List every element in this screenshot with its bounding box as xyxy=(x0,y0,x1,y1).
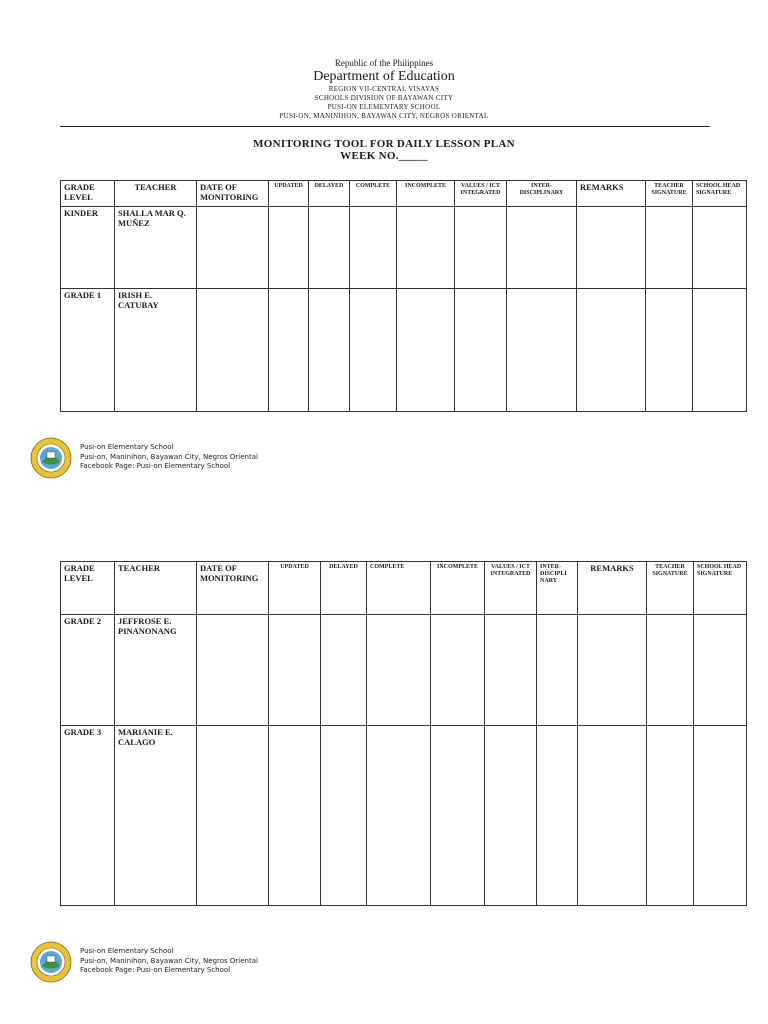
footer-school: Pusi-on Elementary School xyxy=(80,947,174,955)
footer-facebook: Facebook Page: Pusi-on Elementary School xyxy=(80,966,231,974)
header-cell: COMPLETE xyxy=(350,181,397,207)
remarks-cell[interactable] xyxy=(578,615,647,726)
header-cell: DATE OF MONITORING xyxy=(197,562,269,615)
school-seal-icon xyxy=(30,941,72,983)
updated-cell[interactable] xyxy=(269,615,321,726)
header-cell: DELAYED xyxy=(321,562,367,615)
address-line: PUSI-ON, MANINIHON, BAYAWAN CITY, NEGROS ORIENTAL xyxy=(279,112,489,120)
interdisciplinary-cell[interactable] xyxy=(507,207,577,289)
header-cell: VALUES / ICT INTEGRATED xyxy=(455,181,507,207)
incomplete-cell[interactable] xyxy=(397,207,455,289)
complete-cell[interactable] xyxy=(350,207,397,289)
table-row xyxy=(61,726,747,906)
remarks-cell[interactable] xyxy=(577,289,646,412)
incomplete-cell[interactable] xyxy=(397,289,455,412)
complete-cell[interactable] xyxy=(367,615,431,726)
week-line: WEEK NO._____ xyxy=(340,150,428,162)
teacher-cell: SHALLA MAR Q. MUÑEZ xyxy=(115,207,197,289)
date-cell[interactable] xyxy=(197,726,269,906)
header-cell: TEACHER SIGNATURE xyxy=(646,181,693,207)
values-cell[interactable] xyxy=(485,726,537,906)
updated-cell[interactable] xyxy=(269,726,321,906)
teacher-signature-cell[interactable] xyxy=(646,289,693,412)
date-cell[interactable] xyxy=(197,289,269,412)
header-cell: INTER-DISCIPLI NARY xyxy=(537,562,578,615)
incomplete-cell[interactable] xyxy=(431,615,485,726)
school-line: PUSI-ON ELEMENTARY SCHOOL xyxy=(327,103,441,111)
teacher-cell: MARIANIE E. CALAGO xyxy=(115,726,197,906)
header-cell: INCOMPLETE xyxy=(431,562,485,615)
footer-address: Pusi-on, Maninihon, Bayawan City, Negros Oriental xyxy=(80,956,258,965)
division-line: SCHOOLS DIVISION OF BAYAWAN CITY xyxy=(314,94,454,102)
remarks-cell[interactable] xyxy=(577,207,646,289)
table-row xyxy=(61,615,747,726)
header-cell: SCHOOL HEAD SIGNATURE xyxy=(693,181,747,207)
date-cell[interactable] xyxy=(197,207,269,289)
footer-2 xyxy=(30,941,390,985)
grade-cell: GRADE 3 xyxy=(61,726,115,906)
header-cell: INTER-DISCIPLINARY xyxy=(507,181,577,207)
table-header-row xyxy=(61,181,747,207)
teacher-cell: IRISH E. CATUBAY xyxy=(115,289,197,412)
grade-cell: GRADE 2 xyxy=(61,615,115,726)
table-row xyxy=(61,207,747,289)
grade-cell: KINDER xyxy=(61,207,115,289)
footer-school: Pusi-on Elementary School xyxy=(80,443,174,451)
complete-cell[interactable] xyxy=(350,289,397,412)
updated-cell[interactable] xyxy=(269,207,309,289)
delayed-cell[interactable] xyxy=(309,289,350,412)
header-divider xyxy=(60,126,710,127)
header-cell: SCHOOL HEAD SIGNATURE xyxy=(694,562,747,615)
footer-text xyxy=(80,947,258,976)
delayed-cell[interactable] xyxy=(309,207,350,289)
delayed-cell[interactable] xyxy=(321,615,367,726)
header-cell: DELAYED xyxy=(309,181,350,207)
teacher-signature-cell[interactable] xyxy=(647,726,694,906)
date-cell[interactable] xyxy=(197,615,269,726)
values-cell[interactable] xyxy=(455,289,507,412)
header-cell: REMARKS xyxy=(578,562,647,615)
letterhead xyxy=(0,58,768,121)
footer-facebook: Facebook Page: Pusi-on Elementary School xyxy=(80,462,231,470)
head-signature-cell[interactable] xyxy=(693,207,747,289)
seal-book xyxy=(47,956,55,962)
interdisciplinary-cell[interactable] xyxy=(507,289,577,412)
region-line: REGION VII-CENTRAL VISAYAS xyxy=(328,85,440,93)
complete-cell[interactable] xyxy=(367,726,431,906)
values-cell[interactable] xyxy=(485,615,537,726)
head-signature-cell[interactable] xyxy=(694,615,747,726)
incomplete-cell[interactable] xyxy=(431,726,485,906)
remarks-cell[interactable] xyxy=(578,726,647,906)
header-cell: UPDATED xyxy=(269,181,309,207)
header-cell: DATE OF MONITORING xyxy=(197,181,269,207)
monitoring-table-2 xyxy=(60,561,747,906)
teacher-signature-cell[interactable] xyxy=(646,207,693,289)
header-cell: INCOMPLETE xyxy=(397,181,455,207)
header-cell: GRADE LEVEL xyxy=(61,181,115,207)
seal-book xyxy=(47,452,55,458)
school-seal-icon xyxy=(30,437,72,479)
updated-cell[interactable] xyxy=(269,289,309,412)
footer-1 xyxy=(30,437,390,481)
header-cell: VALUES / ICT INTEGRATED xyxy=(485,562,537,615)
table-header-row xyxy=(61,562,747,615)
header-cell: REMARKS xyxy=(577,181,646,207)
header-cell: UPDATED xyxy=(269,562,321,615)
header-cell: TEACHER xyxy=(115,562,197,615)
header-cell: GRADE LEVEL xyxy=(61,562,115,615)
document-title xyxy=(0,138,768,162)
interdisciplinary-cell[interactable] xyxy=(537,615,578,726)
values-cell[interactable] xyxy=(455,207,507,289)
header-cell: TEACHER xyxy=(115,181,197,207)
footer-address: Pusi-on, Maninihon, Bayawan City, Negros Oriental xyxy=(80,452,258,461)
department-line: Department of Education xyxy=(313,69,455,84)
head-signature-cell[interactable] xyxy=(694,726,747,906)
teacher-signature-cell[interactable] xyxy=(647,615,694,726)
table-row xyxy=(61,289,747,412)
footer-text xyxy=(80,443,258,472)
teacher-cell: JEFFROSE E. PINANONANG xyxy=(115,615,197,726)
header-cell: TEACHER SIGNATURE xyxy=(647,562,694,615)
header-cell: COMPLETE xyxy=(367,562,431,615)
head-signature-cell[interactable] xyxy=(693,289,747,412)
monitoring-table-1 xyxy=(60,180,747,412)
republic-line: Republic of the Philippines xyxy=(334,58,434,68)
grade-cell: GRADE 1 xyxy=(61,289,115,412)
delayed-cell[interactable] xyxy=(321,726,367,906)
title-line: MONITORING TOOL FOR DAILY LESSON PLAN xyxy=(253,138,515,150)
interdisciplinary-cell[interactable] xyxy=(537,726,578,906)
